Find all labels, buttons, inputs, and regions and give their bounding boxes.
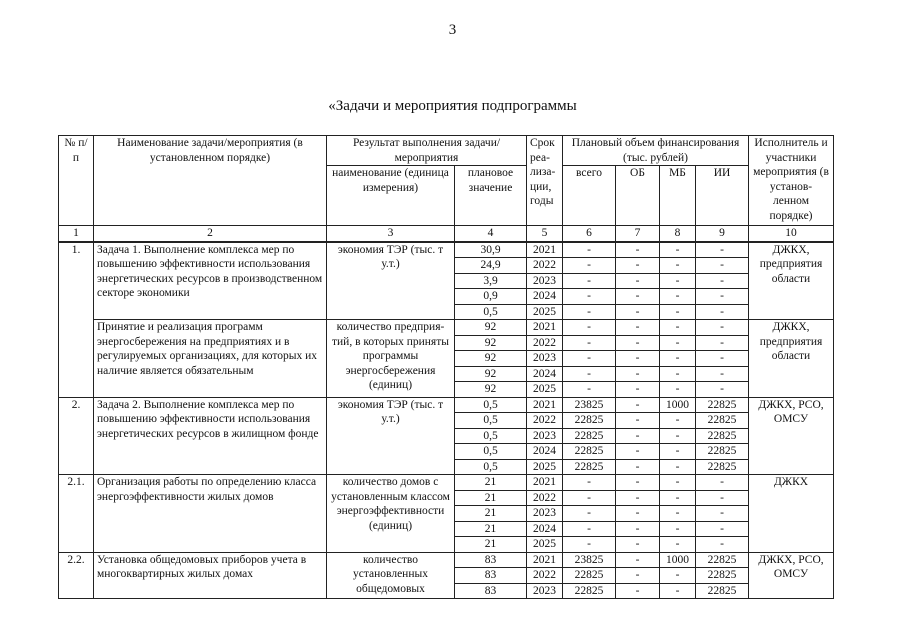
finance-ob: -: [616, 304, 660, 320]
finance-ii: -: [696, 242, 749, 258]
finance-total: -: [563, 304, 616, 320]
finance-ii: -: [696, 537, 749, 553]
year: 2022: [527, 413, 563, 429]
finance-mb: -: [660, 506, 696, 522]
finance-ii: -: [696, 320, 749, 336]
year: 2023: [527, 428, 563, 444]
page-number: 3: [448, 22, 457, 38]
finance-total: -: [563, 537, 616, 553]
finance-ii: -: [696, 490, 749, 506]
finance-ii: -: [696, 366, 749, 382]
year: 2023: [527, 583, 563, 599]
year: 2022: [527, 258, 563, 274]
executor: ДЖКХ, РСО, ОМСУ: [749, 552, 834, 599]
finance-mb: -: [660, 490, 696, 506]
finance-total: -: [563, 521, 616, 537]
header-name: Наименование задачи/мероприятия (в установленном порядке): [94, 136, 327, 226]
finance-total: 23825: [563, 552, 616, 568]
year: 2021: [527, 475, 563, 491]
finance-ob: -: [616, 490, 660, 506]
finance-ii: -: [696, 521, 749, 537]
table-row: [59, 397, 834, 413]
finance-total: 22825: [563, 459, 616, 475]
header-result-plan: плановое значение: [455, 166, 527, 226]
finance-ii: -: [696, 335, 749, 351]
plan-value: 0,5: [455, 444, 527, 460]
finance-mb: -: [660, 304, 696, 320]
finance-total: -: [563, 475, 616, 491]
col-number: 2: [94, 226, 327, 242]
finance-ii: -: [696, 506, 749, 522]
year: 2025: [527, 459, 563, 475]
year: 2025: [527, 304, 563, 320]
plan-value: 30,9: [455, 242, 527, 258]
row-number: 1.: [59, 242, 94, 320]
task-name: Принятие и реализация программ энергосбережения на предприятиях и в регулируемых организациях, для которых их наличие является обязательным: [94, 320, 327, 398]
finance-total: -: [563, 242, 616, 258]
finance-mb: -: [660, 320, 696, 336]
year: 2022: [527, 335, 563, 351]
year: 2025: [527, 537, 563, 553]
finance-mb: -: [660, 258, 696, 274]
finance-ob: -: [616, 444, 660, 460]
row-number: 2.: [59, 397, 94, 475]
plan-value: 92: [455, 366, 527, 382]
finance-ob: -: [616, 475, 660, 491]
subprogram-table: [58, 135, 834, 599]
finance-mb: -: [660, 428, 696, 444]
plan-value: 83: [455, 568, 527, 584]
finance-total: -: [563, 289, 616, 305]
finance-mb: -: [660, 459, 696, 475]
finance-ob: -: [616, 242, 660, 258]
header-finance: Плановый объем финансирования (тыс. рублей): [563, 136, 749, 166]
finance-total: -: [563, 320, 616, 336]
finance-ii: -: [696, 304, 749, 320]
finance-total: -: [563, 335, 616, 351]
header-total: всего: [563, 166, 616, 226]
finance-ob: -: [616, 537, 660, 553]
finance-mb: -: [660, 351, 696, 367]
year: 2024: [527, 444, 563, 460]
executor: ДЖКХ, РСО, ОМСУ: [749, 397, 834, 475]
finance-ob: -: [616, 413, 660, 429]
row-number: [59, 320, 94, 398]
finance-ob: -: [616, 568, 660, 584]
finance-ob: -: [616, 289, 660, 305]
finance-mb: -: [660, 521, 696, 537]
result-name: экономия ТЭР (тыс. т у.т.): [327, 242, 455, 320]
finance-mb: -: [660, 583, 696, 599]
task-name: Задача 2. Выполнение комплекса мер по повышению эффективности использования энергетических ресурсов в жилищном фонде: [94, 397, 327, 475]
table-row: [59, 320, 834, 336]
year: 2024: [527, 366, 563, 382]
plan-value: 83: [455, 552, 527, 568]
task-name: Организация работы по определению класса энергоэффективности жилых домов: [94, 475, 327, 553]
finance-mb: -: [660, 444, 696, 460]
finance-ii: 22825: [696, 444, 749, 460]
header-term: Срок реа- лиза- ции, годы: [527, 136, 563, 226]
year: 2024: [527, 521, 563, 537]
finance-ob: -: [616, 258, 660, 274]
finance-mb: -: [660, 382, 696, 398]
finance-ob: -: [616, 428, 660, 444]
finance-total: -: [563, 382, 616, 398]
plan-value: 21: [455, 521, 527, 537]
finance-mb: -: [660, 537, 696, 553]
result-name: количество установленных общедомовых: [327, 552, 455, 599]
header-result-name: наименование (единица измерения): [327, 166, 455, 226]
finance-ii: -: [696, 273, 749, 289]
table-row: [59, 242, 834, 258]
header-mb: МБ: [660, 166, 696, 226]
finance-ob: -: [616, 382, 660, 398]
result-name: количество предприя- тий, в которых приняты программы энергосбережения (единиц): [327, 320, 455, 398]
finance-total: 22825: [563, 583, 616, 599]
result-name: количество домов с установленным классом энергоэффективности (единиц): [327, 475, 455, 553]
col-number: 8: [660, 226, 696, 242]
row-number: 2.2.: [59, 552, 94, 599]
finance-mb: 1000: [660, 552, 696, 568]
col-number: 6: [563, 226, 616, 242]
finance-ob: -: [616, 366, 660, 382]
finance-mb: -: [660, 335, 696, 351]
finance-total: 22825: [563, 568, 616, 584]
plan-value: 92: [455, 351, 527, 367]
finance-mb: -: [660, 413, 696, 429]
finance-ob: -: [616, 506, 660, 522]
plan-value: 21: [455, 537, 527, 553]
finance-ob: -: [616, 552, 660, 568]
col-number: 10: [749, 226, 834, 242]
header-row: [59, 136, 834, 166]
finance-ii: 22825: [696, 459, 749, 475]
finance-mb: -: [660, 289, 696, 305]
finance-mb: -: [660, 242, 696, 258]
col-number: 4: [455, 226, 527, 242]
year: 2021: [527, 552, 563, 568]
year: 2021: [527, 397, 563, 413]
header-executor: Исполнитель и участники мероприятия (в установ- ленном порядке): [749, 136, 834, 226]
finance-total: 22825: [563, 413, 616, 429]
row-number: 2.1.: [59, 475, 94, 553]
col-number: 5: [527, 226, 563, 242]
col-number: 3: [327, 226, 455, 242]
plan-value: 92: [455, 335, 527, 351]
executor: ДЖКХ, предприятия области: [749, 242, 834, 320]
finance-ii: -: [696, 258, 749, 274]
task-name: Установка общедомовых приборов учета в многоквартирных жилых домах: [94, 552, 327, 599]
finance-total: -: [563, 258, 616, 274]
finance-mb: -: [660, 273, 696, 289]
finance-ob: -: [616, 351, 660, 367]
page-title: «Задачи и мероприятия подпрограммы: [328, 98, 577, 114]
finance-ii: -: [696, 289, 749, 305]
finance-ob: -: [616, 583, 660, 599]
finance-ii: 22825: [696, 552, 749, 568]
finance-mb: -: [660, 475, 696, 491]
finance-ob: -: [616, 459, 660, 475]
finance-total: -: [563, 366, 616, 382]
task-name: Задача 1. Выполнение комплекса мер по повышению эффективности использования энергетических ресурсов в производственном секторе экономики: [94, 242, 327, 320]
finance-ob: -: [616, 335, 660, 351]
table-body: [59, 242, 834, 599]
year: 2023: [527, 506, 563, 522]
plan-value: 0,5: [455, 428, 527, 444]
finance-ob: -: [616, 397, 660, 413]
year: 2021: [527, 242, 563, 258]
table-row: [59, 552, 834, 568]
finance-ii: 22825: [696, 428, 749, 444]
plan-value: 0,5: [455, 304, 527, 320]
result-name: экономия ТЭР (тыс. т у.т.): [327, 397, 455, 475]
col-number: 9: [696, 226, 749, 242]
header-result: Результат выполнения задачи/мероприятия: [327, 136, 527, 166]
finance-ob: -: [616, 320, 660, 336]
finance-total: -: [563, 273, 616, 289]
finance-total: 22825: [563, 444, 616, 460]
header-ii: ИИ: [696, 166, 749, 226]
plan-value: 83: [455, 583, 527, 599]
executor: ДЖКХ, предприятия области: [749, 320, 834, 398]
col-number: 1: [59, 226, 94, 242]
plan-value: 24,9: [455, 258, 527, 274]
executor: ДЖКХ: [749, 475, 834, 553]
finance-mb: 1000: [660, 397, 696, 413]
plan-value: 0,5: [455, 459, 527, 475]
finance-ob: -: [616, 273, 660, 289]
finance-total: -: [563, 506, 616, 522]
column-number-row: [59, 226, 834, 242]
finance-ii: 22825: [696, 568, 749, 584]
finance-mb: -: [660, 366, 696, 382]
plan-value: 92: [455, 382, 527, 398]
finance-ii: 22825: [696, 583, 749, 599]
plan-value: 0,9: [455, 289, 527, 305]
year: 2024: [527, 289, 563, 305]
plan-value: 92: [455, 320, 527, 336]
finance-total: 23825: [563, 397, 616, 413]
table-row: [59, 475, 834, 491]
header-num: № п/п: [59, 136, 94, 226]
year: 2023: [527, 273, 563, 289]
col-number: 7: [616, 226, 660, 242]
plan-value: 0,5: [455, 397, 527, 413]
finance-mb: -: [660, 568, 696, 584]
plan-value: 21: [455, 490, 527, 506]
finance-ii: 22825: [696, 397, 749, 413]
finance-ob: -: [616, 521, 660, 537]
finance-ii: -: [696, 475, 749, 491]
year: 2021: [527, 320, 563, 336]
finance-total: -: [563, 490, 616, 506]
plan-value: 0,5: [455, 413, 527, 429]
year: 2025: [527, 382, 563, 398]
finance-ii: -: [696, 382, 749, 398]
year: 2022: [527, 568, 563, 584]
header-ob: ОБ: [616, 166, 660, 226]
plan-value: 3,9: [455, 273, 527, 289]
year: 2023: [527, 351, 563, 367]
finance-total: 22825: [563, 428, 616, 444]
plan-value: 21: [455, 506, 527, 522]
finance-total: -: [563, 351, 616, 367]
finance-ii: -: [696, 351, 749, 367]
finance-ii: 22825: [696, 413, 749, 429]
year: 2022: [527, 490, 563, 506]
plan-value: 21: [455, 475, 527, 491]
